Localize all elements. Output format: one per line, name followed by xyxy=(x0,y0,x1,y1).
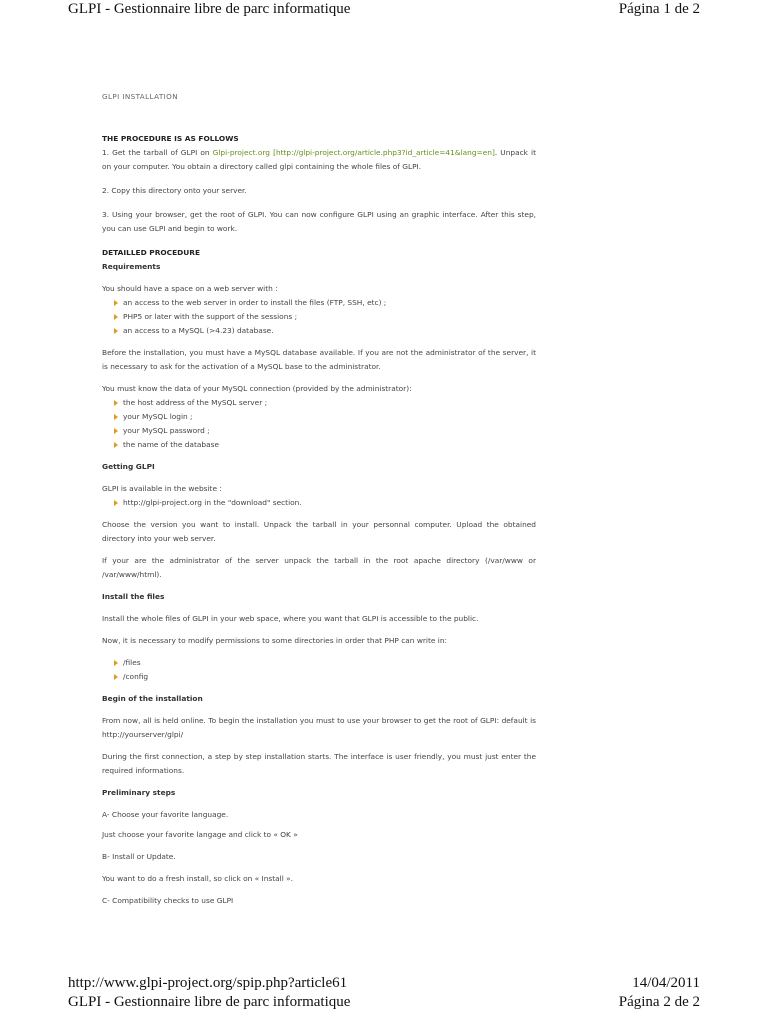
footer-date: 14/04/2011 xyxy=(632,975,700,991)
begin-install-heading: Begin of the installation xyxy=(102,694,203,703)
list-item-text: /files xyxy=(123,658,141,667)
list-item xyxy=(114,296,536,310)
preliminary-steps-heading: Preliminary steps xyxy=(102,788,176,797)
list-item-text: an access to the web server in order to install the files (FTP, SSH, etc) ; xyxy=(123,298,387,307)
available-text: GLPI is available in the website : xyxy=(102,484,222,493)
bullet-arrow-icon xyxy=(114,300,118,306)
step-b: B- Install or Update. xyxy=(102,852,176,861)
step-b-text: You want to do a fresh install, so click on « Install ». xyxy=(102,874,294,883)
bullet-arrow-icon xyxy=(114,660,118,666)
list-item xyxy=(114,656,536,670)
permissions-text: Now, it is necessary to modify permissions to some directories in order that PHP can write in: xyxy=(102,636,447,645)
bullet-arrow-icon xyxy=(114,400,118,406)
available-list xyxy=(102,496,536,510)
list-item-text: http://glpi-project.org in the "download" section. xyxy=(123,498,302,507)
requirements-list xyxy=(102,296,536,338)
requirements-heading: Requirements xyxy=(102,262,161,271)
glpi-project-link[interactable]: Glpi-project.org [http://glpi-project.org/article.php3?id_article=41&lang=en] xyxy=(212,148,495,157)
choose-version-text: Choose the version you want to install. Unpack the tarball in your personnal computer. Upload the obtained directory into your web server. xyxy=(102,520,536,543)
requirements-intro: You should have a space on a web server with : xyxy=(102,284,278,293)
install-files-heading: Install the files xyxy=(102,592,165,601)
bullet-arrow-icon xyxy=(114,500,118,506)
bullet-arrow-icon xyxy=(114,442,118,448)
list-item-text: the name of the database xyxy=(123,440,220,449)
from-now-text: From now, all is held online. To begin the installation you must to use your browser to get the root of GLPI: default is http://yourserver/glpi/ xyxy=(102,716,536,739)
list-item xyxy=(114,396,536,410)
bullet-arrow-icon xyxy=(114,328,118,334)
permissions-list xyxy=(102,656,536,684)
step-c: C- Compatibility checks to use GLPI xyxy=(102,896,234,905)
bullet-arrow-icon xyxy=(114,428,118,434)
before-install-text: Before the installation, you must have a MySQL database available. If you are not the administrator of the server, it is necessary to ask for the activation of a MySQL base to the administrator. xyxy=(102,348,536,371)
bullet-arrow-icon xyxy=(114,674,118,680)
procedure-heading: THE PROCEDURE IS AS FOLLOWS xyxy=(102,134,239,143)
document-title: GLPI INSTALLATION xyxy=(102,92,178,101)
document-body xyxy=(102,90,536,908)
first-connection-text: During the first connection, a step by step installation starts. The interface is user friendly, you must just enter the required informations. xyxy=(102,752,536,775)
step-1 xyxy=(102,146,536,174)
list-item-text: the host address of the MySQL server ; xyxy=(123,398,268,407)
header-title: GLPI - Gestionnaire libre de parc informatique xyxy=(68,1,351,17)
footer-url: http://www.glpi-project.org/spip.php?article61 xyxy=(68,975,348,991)
bullet-arrow-icon xyxy=(114,414,118,420)
list-item-text: an access to a MySQL (>4.23) database. xyxy=(123,326,274,335)
list-item xyxy=(114,324,536,338)
step-2: 2. Copy this directory onto your server. xyxy=(102,186,247,195)
list-item-text: PHP5 or later with the support of the sessions ; xyxy=(123,312,298,321)
list-item-text: /config xyxy=(123,672,149,681)
step-a-text: Just choose your favorite langage and click to « OK » xyxy=(102,830,298,839)
list-item xyxy=(114,410,536,424)
list-item xyxy=(114,670,536,684)
bullet-arrow-icon xyxy=(114,314,118,320)
list-item xyxy=(114,424,536,438)
must-know-text: You must know the data of your MySQL connection (provided by the administrator): xyxy=(102,384,412,393)
mysql-data-list xyxy=(102,396,536,452)
list-item xyxy=(114,438,536,452)
detailed-heading: DETAILLED PROCEDURE xyxy=(102,248,201,257)
if-admin-text: If your are the administrator of the server unpack the tarball in the root apache directory (/var/www or /var/www/html). xyxy=(102,556,536,579)
install-files-text: Install the whole files of GLPI in your web space, where you want that GLPI is accessible to the public. xyxy=(102,614,479,623)
step-3: 3. Using your browser, get the root of GLPI. You can now configure GLPI using an graphic interface. After this step, you can use GLPI and begin to work. xyxy=(102,210,536,233)
getting-glpi-heading: Getting GLPI xyxy=(102,462,155,471)
header-page-number: Página 1 de 2 xyxy=(618,1,700,17)
list-item xyxy=(114,310,536,324)
step-1-text: 1. Get the tarball of GLPI on xyxy=(102,148,213,157)
list-item-text: your MySQL password ; xyxy=(123,426,210,435)
footer-title: GLPI - Gestionnaire libre de parc informatique xyxy=(68,994,351,1010)
list-item xyxy=(114,496,536,510)
footer-page-number: Página 2 de 2 xyxy=(618,994,700,1010)
step-1-text-end: . Unpack it on your computer. You obtain a directory called glpi containing the whole files of GLPI. xyxy=(102,148,536,171)
step-a: A- Choose your favorite language. xyxy=(102,810,229,819)
list-item-text: your MySQL login ; xyxy=(123,412,193,421)
